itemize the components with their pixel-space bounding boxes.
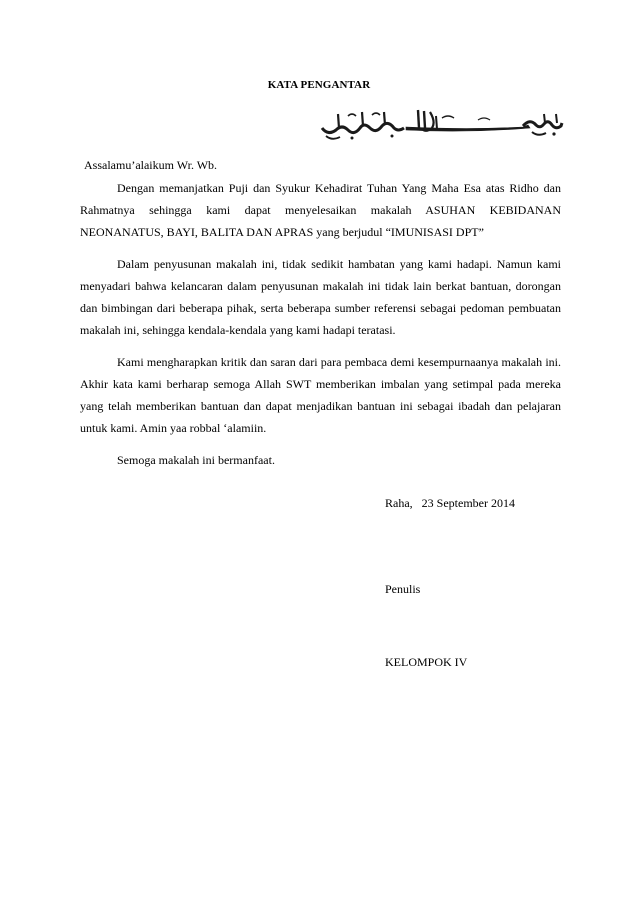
author-label: Penulis xyxy=(385,582,421,596)
document-title: KATA PENGANTAR xyxy=(267,79,371,91)
place-date: Raha, 23 September 2014 xyxy=(385,496,515,510)
paragraph-3: Kami mengharapkan kritik dan saran dari para pembaca demi kesempurnaanya makalah ini. Akhir kata kami berharap semoga Allah SWT memberikan imbalan yang setimpal pada mereka yang telah memberikan bantuan dan dapat menjadikan bantuan ini sebagai ibadah dan pelajaran untuk kami. Amin yaa robbal ‘alamiin. xyxy=(80,355,561,435)
group-name: KELOMPOK IV xyxy=(385,655,468,669)
greeting: Assalamu’alaikum Wr. Wb. xyxy=(84,158,218,172)
paragraph-4: Semoga makalah ini bermanfaat. xyxy=(117,453,275,467)
paragraph-2: Dalam penyusunan makalah ini, tidak sedikit hambatan yang kami hadapi. Namun kami menyadari bahwa kelancaran dalam penyusunan makalah ini tidak lain berkat bantuan, dorongan dan bimbingan dari beberapa pihak, serta beberapa sumber referensi sebagai pedoman pembuatan makalah ini, sehingga kendala-kendala yang kami hadapi teratasi. xyxy=(80,257,561,337)
basmalah-calligraphy-icon xyxy=(318,106,566,142)
body-text xyxy=(80,177,561,471)
paragraph-1: Dengan memanjatkan Puji dan Syukur Kehadirat Tuhan Yang Maha Esa atas Ridho dan Rahmatnya sehingga kami dapat menyelesaikan makalah ASUHAN KEBIDANAN NEONANATUS, BAYI, BALITA DAN APRAS yang berjudul “IMUNISASI DPT” xyxy=(80,181,561,239)
